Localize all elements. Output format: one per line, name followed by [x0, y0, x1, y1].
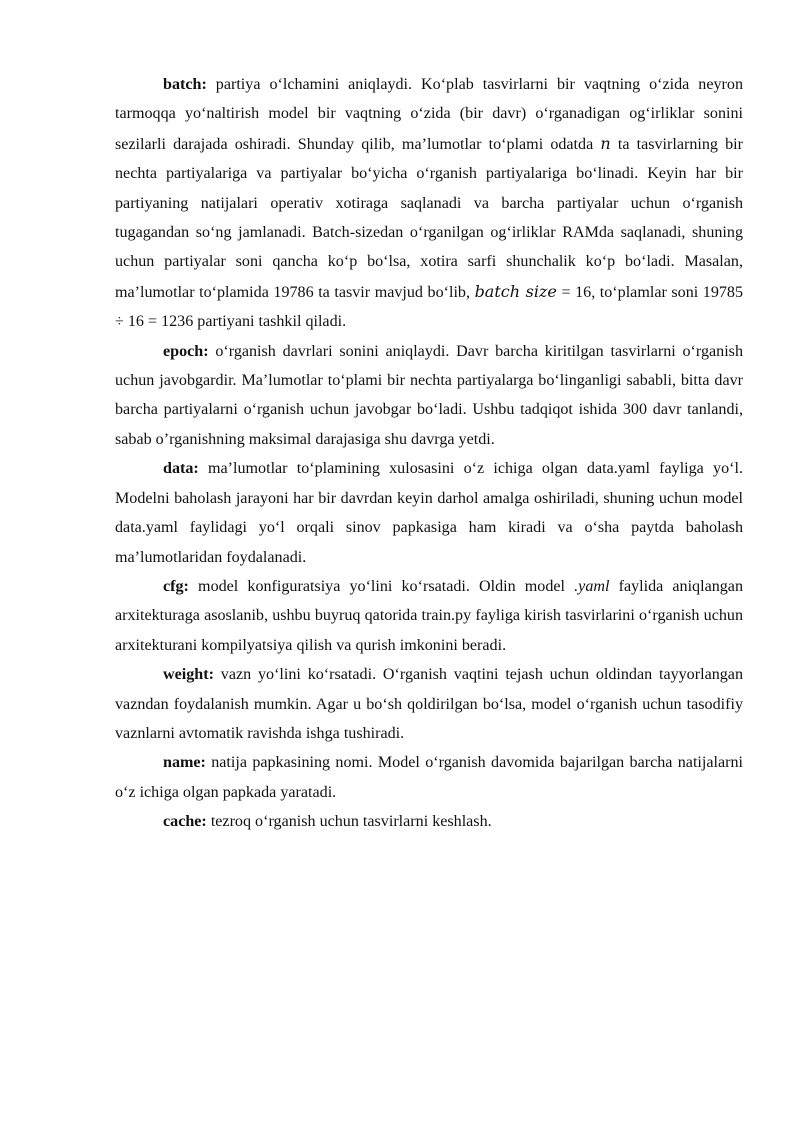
- paragraph-epoch: [115, 337, 743, 455]
- paragraph-text: faylida aniqlangan arxitekturaga asoslanib, ushbu buyruq qatorida train.py fayliga kirish tasvirlarini o‘rganish uchun arxitekturani kompilyatsiya qilish va qurish imkonini beradi.: [115, 577, 744, 654]
- paragraph-text: ta tasvirlarning bir nechta partiyalariga va partiyalar bo‘yicha o‘rganish partiyalariga bo‘linadi. Keyin har bir partiyaning natijalari operativ xotiraga saqlanadi va barcha partiyalar uchun o‘rganish tugagandan so‘ng jamlanadi. Batch-sizedan o‘rganilgan og‘irliklar RAMda saqlanadi, shuning uchun partiyalar soni qancha ko‘p bo‘lsa, xotira sarfi shunchalik ko‘p bo‘ladi. Masalan, ma’lumotlar to‘plamida 19786 ta tasvir mavjud bo‘lib,: [115, 135, 743, 301]
- term-weight: weight:: [163, 666, 214, 684]
- paragraph-cache: [115, 807, 743, 836]
- paragraph-text: o‘rganish davrlari sonini aniqlaydi. Davr barcha kiritilgan tasvirlarni o‘rganish uchun javobgardir. Ma’lumotlar to‘plami bir nechta partiyalarga bo‘linganligi sababli, bitta davr barcha partiyalarni o‘rganish uchun javobgar bo‘ladi. Ushbu tadqiqot ishida 300 davr tanlandi, sabab o’rganishning maksimal darajasiga shu davrga yetdi.: [115, 342, 743, 448]
- paragraph-text: tezroq o‘rganish uchun tasvirlarni keshlash.: [206, 813, 492, 831]
- math-batch-size: batch size: [474, 281, 557, 301]
- term-data: data:: [163, 460, 199, 478]
- paragraph-text: = 16, to‘plamlar soni 19785 ÷ 16 = 1236 partiyani tashkil qiladi.: [115, 283, 744, 331]
- paragraph-weight: [115, 660, 743, 748]
- math-variable-n: n: [600, 133, 611, 153]
- term-name: name:: [163, 754, 206, 772]
- term-epoch: epoch:: [163, 342, 209, 360]
- paragraph-cfg: [115, 572, 743, 660]
- paragraph-text: partiya o‘lchamini aniqlaydi. Ko‘plab tasvirlarni bir vaqtning o‘zida neyron tarmoqqa yo‘naltirish model bir vaqtning o‘zida (bir davr) o‘rganadigan og‘irliklar sonini sezilarli darajada oshiradi. Shunday qilib, ma’lumotlar to‘plami odatda: [115, 76, 743, 153]
- paragraph-text: model konfiguratsiya yo‘lini ko‘rsatadi. Oldin model: [188, 577, 575, 595]
- paragraph-text: vazn yo‘lini ko‘rsatadi. O‘rganish vaqtini tejash uchun oldindan tayyorlangan vazndan foydalanish mumkin. Agar u bo‘sh qoldirilgan bo‘lsa, model o‘rganish uchun tasodifiy vaznlarni avtomatik ravishda ishga tushiradi.: [115, 666, 743, 742]
- paragraph-text: natija papkasining nomi. Model o‘rganish davomida bajarilgan barcha natijalarni o‘z ichiga olgan papkada yaratadi.: [115, 754, 743, 801]
- term-cfg: cfg:: [163, 577, 189, 595]
- document-page: [115, 70, 743, 837]
- paragraph-text: ma’lumotlar to‘plamining xulosasini o‘z ichiga olgan data.yaml fayliga yo‘l. Modelni baholash jarayoni har bir davrdan keyin darhol amalga oshiriladi, shuning uchun model data.yaml faylidagi yo‘l orqali sinov papkasiga ham kiradi va o‘sha paytda baholash ma’lumotlaridan foydalanadi.: [115, 460, 743, 566]
- italic-yaml: .yaml: [574, 577, 610, 595]
- term-batch: batch:: [163, 76, 207, 93]
- paragraph-name: [115, 748, 743, 807]
- term-cache: cache:: [163, 813, 207, 831]
- paragraph-data: [115, 454, 743, 572]
- paragraph-batch: [115, 70, 743, 337]
